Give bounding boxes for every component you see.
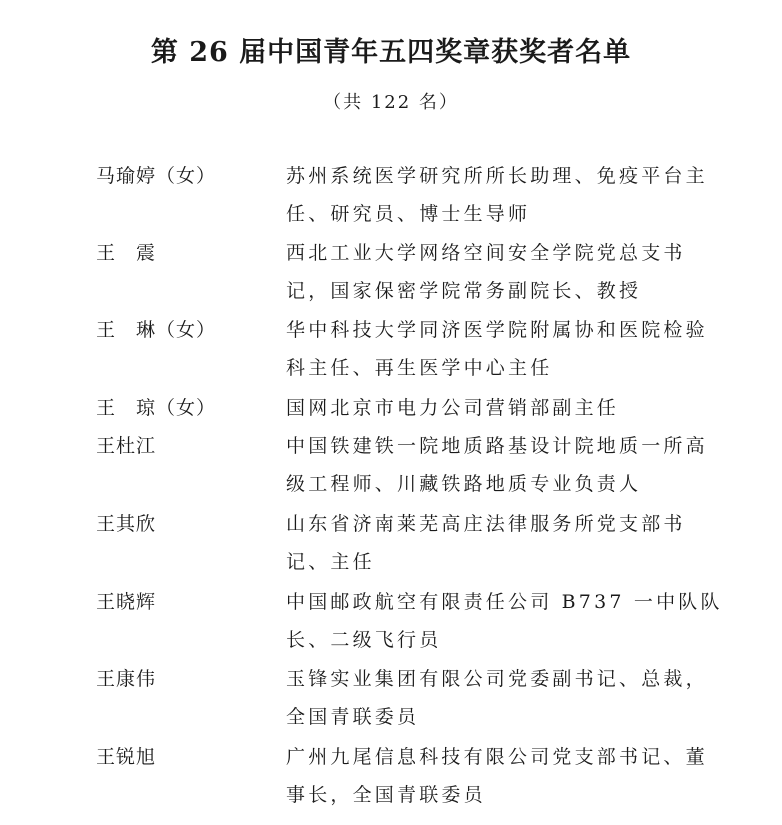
description-line: 长、二级飞行员 xyxy=(286,629,442,651)
awardee-name: 王其欣 xyxy=(96,513,157,535)
awardee-description xyxy=(286,157,708,233)
description-line: 西北工业大学网络空间安全学院党总支书 xyxy=(286,242,686,264)
description-line: 华中科技大学同济医学院附属协和医院检验 xyxy=(286,319,708,341)
awardee-name: 王 琳（女） xyxy=(96,319,217,341)
description-line: 广州九尾信息科技有限公司党支部书记、董 xyxy=(286,746,708,768)
description-line: 国网北京市电力公司营销部副主任 xyxy=(286,397,620,419)
awardee-description xyxy=(286,660,708,736)
description-line: 玉锋实业集团有限公司党委副书记、总裁， xyxy=(286,668,708,690)
awardee-name: 王 琼（女） xyxy=(96,397,217,419)
awardee-description xyxy=(286,738,708,814)
description-line: 记，国家保密学院常务副院长、教授 xyxy=(286,280,642,302)
awardee-name: 王杜江 xyxy=(96,435,157,457)
page-subtitle: （共 122 名） xyxy=(323,92,459,113)
awardee-name: 马瑜婷（女） xyxy=(96,165,217,187)
awardee-name: 王康伟 xyxy=(96,668,157,690)
awardee-description xyxy=(286,389,691,427)
description-line: 全国青联委员 xyxy=(286,706,420,728)
awardee-name: 王晓辉 xyxy=(96,591,157,613)
awardee-description xyxy=(286,583,723,659)
description-line: 记、主任 xyxy=(286,551,375,573)
description-line: 中国铁建铁一院地质路基设计院地质一所高 xyxy=(286,435,708,457)
awardee-name: 王锐旭 xyxy=(96,746,157,768)
page-title: 第 26 届中国青年五四奖章获奖者名单 xyxy=(150,37,632,68)
description-line: 苏州系统医学研究所所长助理、免疫平台主 xyxy=(286,165,708,187)
description-line: 任、研究员、博士生导师 xyxy=(286,203,531,225)
description-line: 级工程师、川藏铁路地质专业负责人 xyxy=(286,473,642,495)
awardee-name: 王 震 xyxy=(96,242,157,264)
awardee-description xyxy=(286,427,708,503)
description-line: 中国邮政航空有限责任公司 B737 一中队队 xyxy=(286,591,723,613)
awardee-description xyxy=(286,234,691,310)
description-line: 事长，全国青联委员 xyxy=(286,784,486,806)
description-line: 山东省济南莱芜高庄法律服务所党支部书 xyxy=(286,513,686,535)
description-line: 科主任、再生医学中心主任 xyxy=(286,357,553,379)
awardee-description xyxy=(286,311,708,387)
awardee-description xyxy=(286,505,691,581)
